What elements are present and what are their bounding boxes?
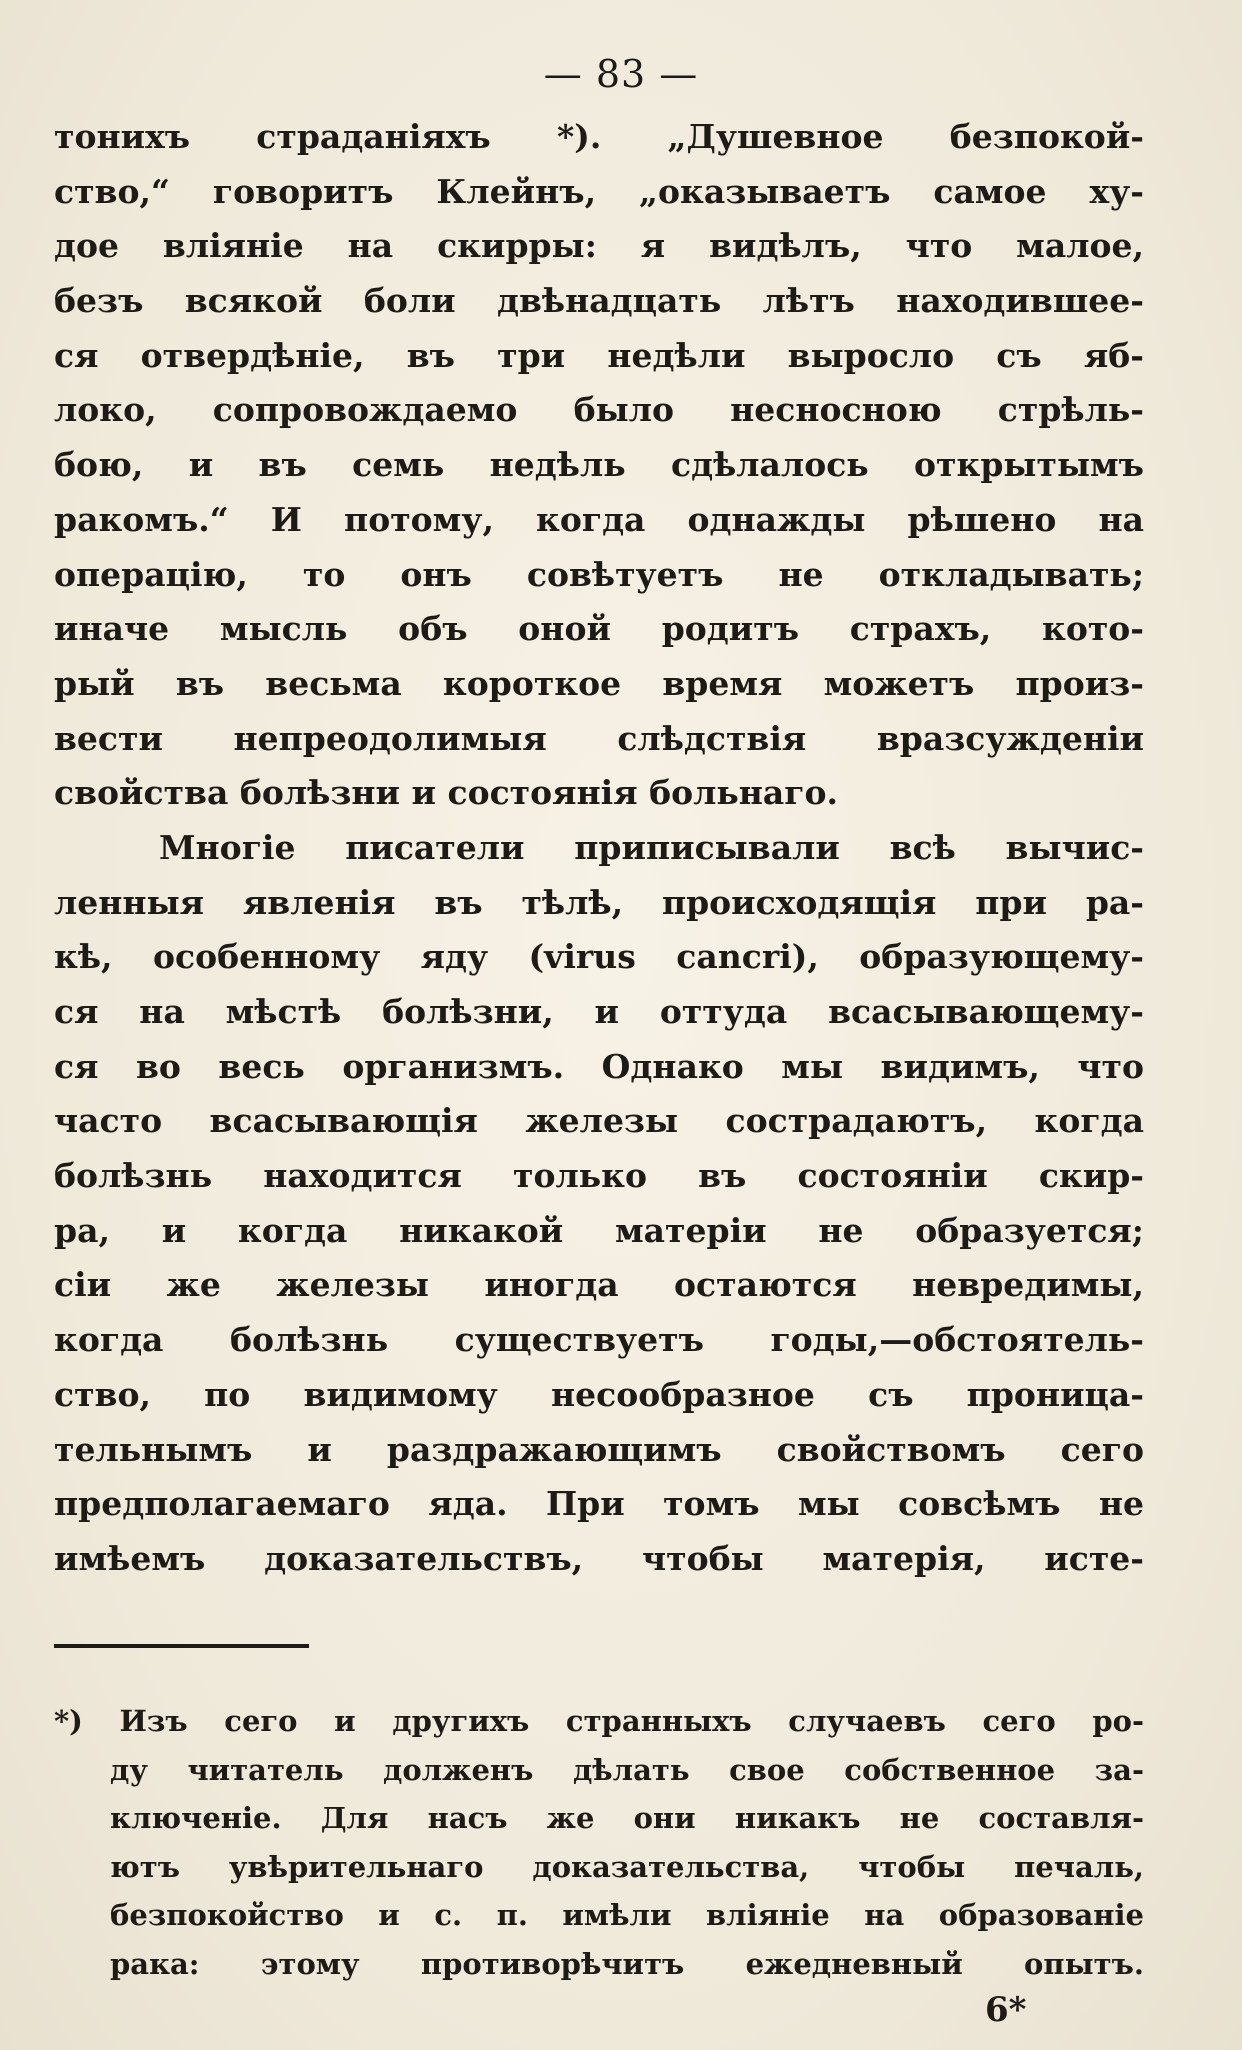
text-line: иначе мысль объ оной родитъ страхъ, кото-	[54, 609, 1144, 649]
footnote-line: ютъ увѣрительнаго доказательства, чтобы печаль,	[110, 1849, 1144, 1884]
text-line: бою, и въ семь недѣль сдѣлалось открытымъ	[54, 445, 1144, 485]
text-line: вести непреодолимыя слѣдствія вразсужденіи	[54, 718, 1144, 758]
text-line: ство, по видимому несообразное съ проница-	[54, 1374, 1144, 1414]
footnote-line: *) Изъ сего и другихъ странныхъ случаевъ сего ро-	[54, 1704, 1144, 1738]
footnote	[54, 1697, 1144, 1988]
text-line: сіи же железы иногда остаются невредимы,	[54, 1265, 1144, 1305]
text-line: когда болѣзнь существуетъ годы,—обстоятель-	[54, 1320, 1144, 1360]
footnote-line: безпокойство и с. п. имѣли вліяніе на образованіе	[110, 1898, 1144, 1932]
text-line: дое вліяніе на скирры: я видѣлъ, что малое,	[54, 226, 1144, 266]
text-line: имѣемъ доказательствъ, чтобы матерія, исте-	[54, 1538, 1144, 1578]
paragraph-start-line: Многіе писатели приписывали всѣ вычис-	[159, 827, 1144, 867]
page-number: — 83 —	[543, 52, 699, 96]
text-line: тонихъ страданіяхъ *). „Душевное безпокой-	[54, 117, 1144, 156]
text-line: ленныя явленія въ тѣлѣ, происходящія при ра-	[54, 882, 1144, 922]
text-line: локо, сопровождаемо было несносною стрѣль-	[54, 390, 1144, 430]
signature-mark: 6*	[985, 1990, 1027, 2030]
text-line: ство,“ говоритъ Клейнъ, „оказываетъ самое ху-	[54, 171, 1144, 211]
text-line: часто всасывающія железы сострадаютъ, когда	[54, 1101, 1144, 1141]
text-line: ся на мѣстѣ болѣзни, и оттуда всасывающему-	[54, 992, 1144, 1031]
text-line: ся отвердѣніе, въ три недѣли выросло съ яб-	[54, 335, 1144, 375]
text-line: предполагаемаго яда. При томъ мы совсѣмъ не	[54, 1484, 1144, 1524]
footnote-line: ду читатель долженъ дѣлать свое собственное за-	[110, 1752, 1144, 1787]
text-line: тельнымъ и раздражающимъ свойствомъ сего	[54, 1429, 1144, 1469]
text-line: ракомъ.“ И потому, когда однажды рѣшено на	[54, 499, 1144, 539]
text-line: безъ всякой боли двѣнадцать лѣтъ находившее-	[54, 281, 1144, 321]
paragraph-end-line: свойства болѣзни и состоянія больнаго.	[54, 773, 839, 813]
text-line: болѣзнь находится только въ состояніи скир-	[54, 1156, 1144, 1196]
footnote-line: ключеніе. Для насъ же они никакъ не составля-	[110, 1801, 1144, 1835]
text-line: ся во весь организмъ. Однако мы видимъ, что	[54, 1046, 1144, 1086]
footnote-line: рака: этому противорѣчитъ ежедневный опытъ.	[110, 1946, 1144, 1981]
text-line: кѣ, особенному яду (virus cancri), образующему-	[54, 937, 1144, 977]
text-line: рый въ весьма короткое время можетъ произ-	[54, 663, 1144, 703]
footnote-divider	[54, 1644, 309, 1648]
text-line: операцію, то онъ совѣтуетъ не откладывать;	[54, 554, 1144, 594]
text-line: ра, и когда никакой матеріи не образуется;	[54, 1210, 1144, 1250]
main-text	[54, 110, 1144, 1587]
